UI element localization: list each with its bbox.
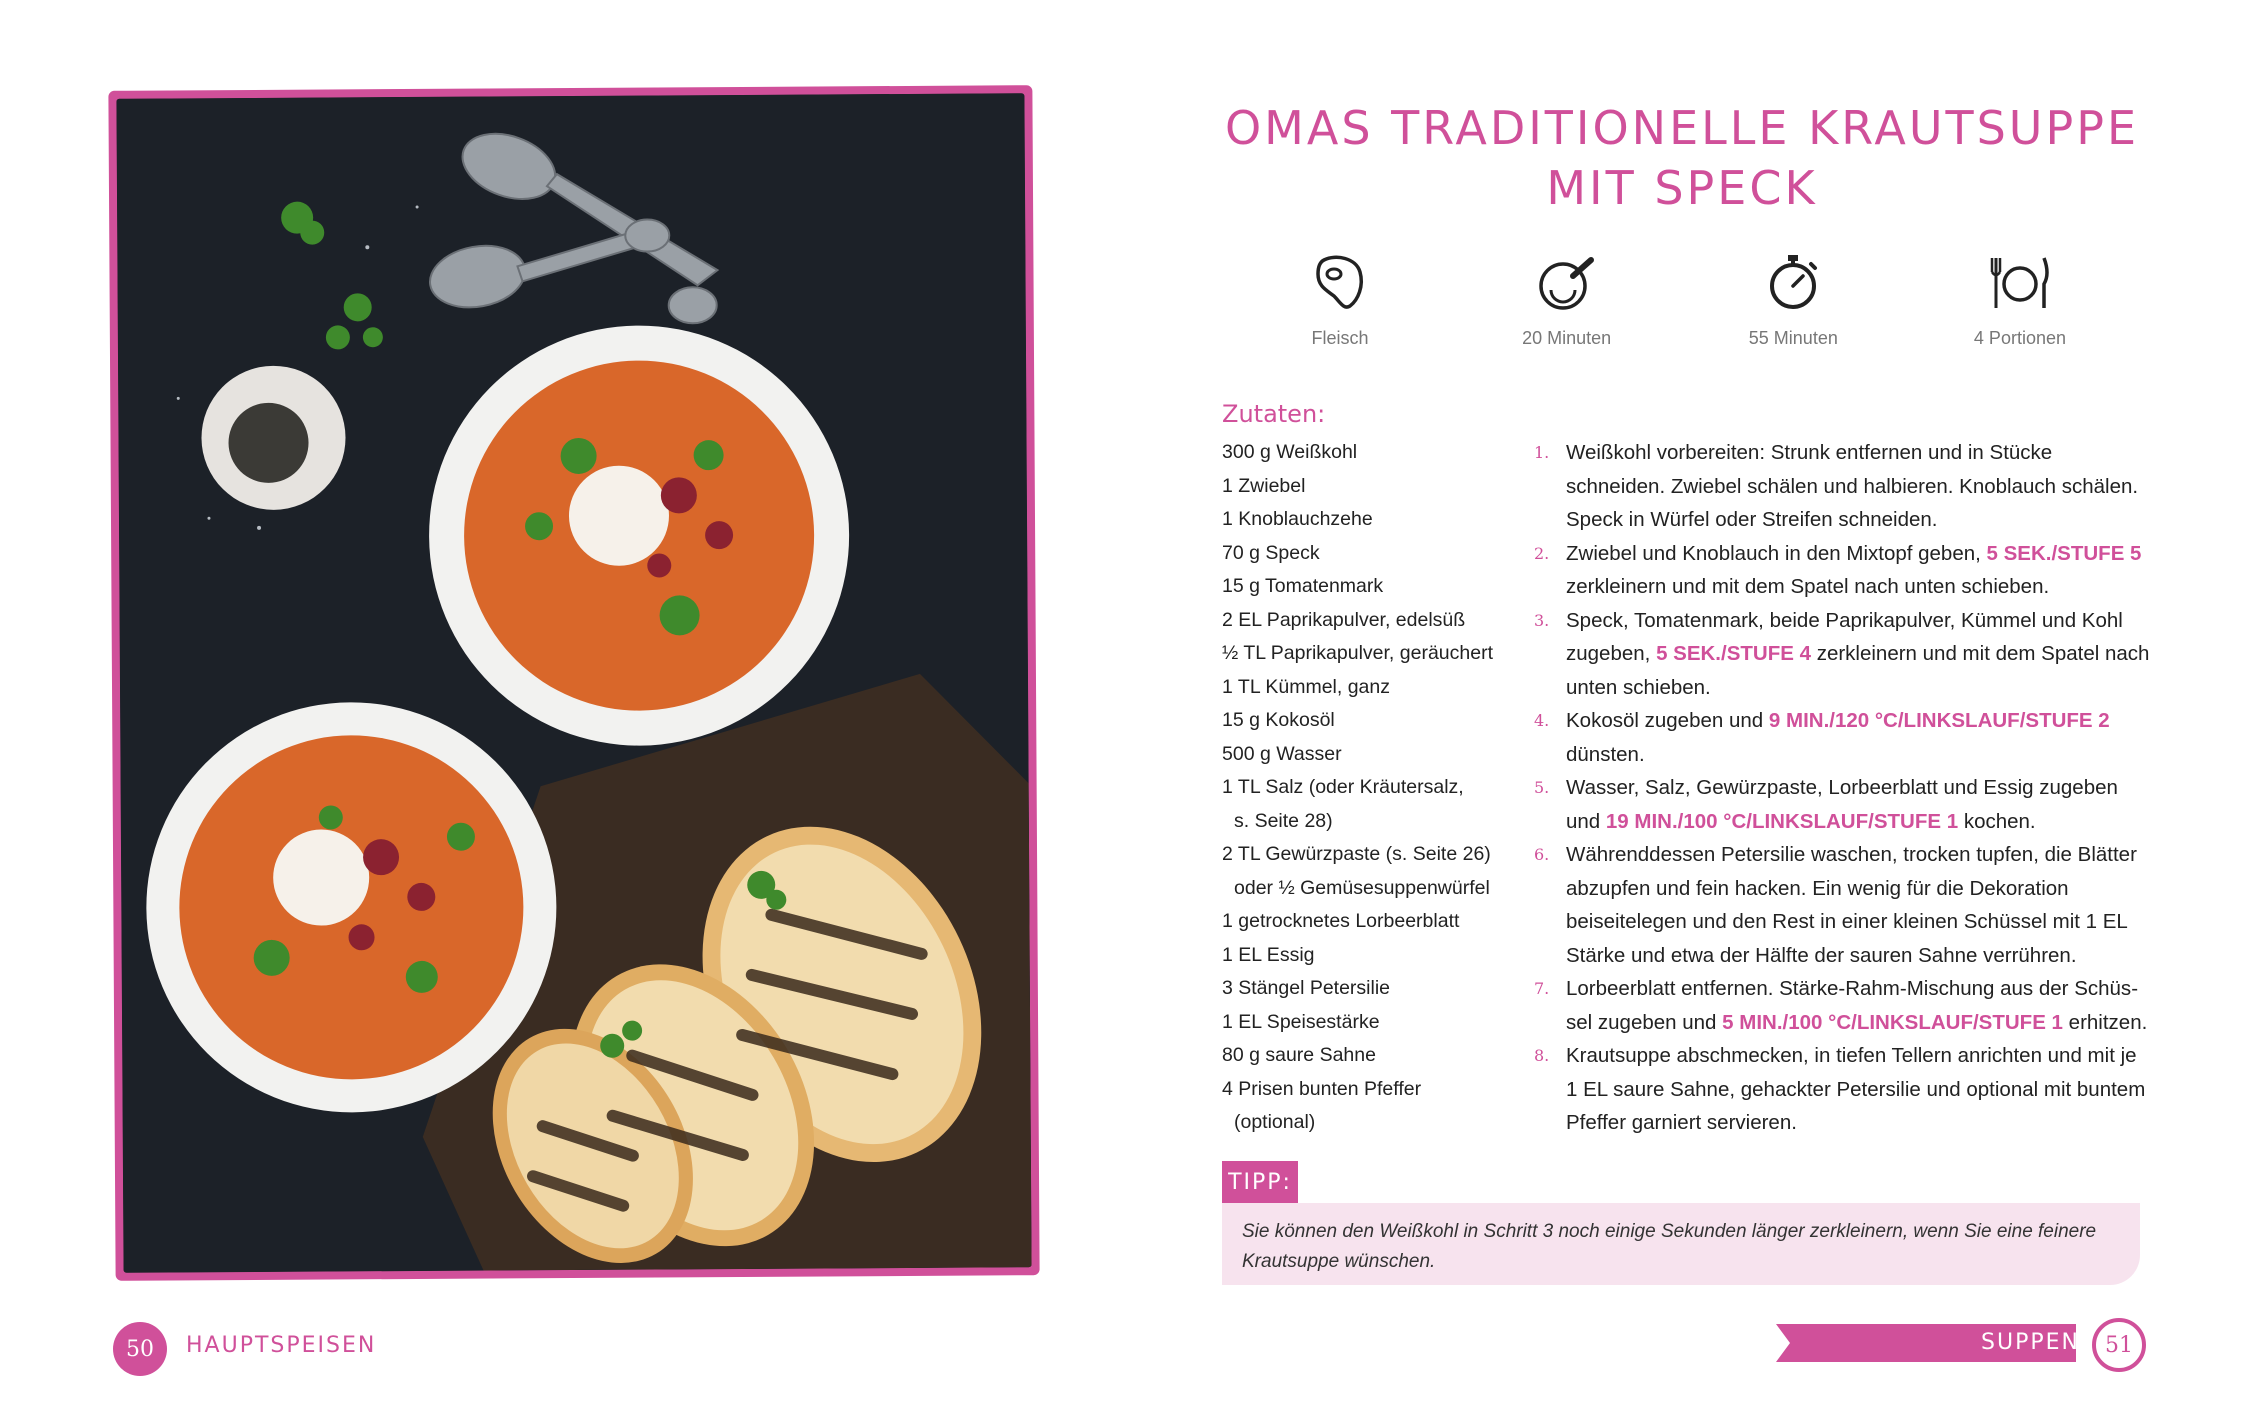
step-text: Lorbeerblatt entfernen. Stärke-Rahm-Mischung aus der Schüssel zugeben und [1566, 977, 2139, 1034]
ingredient-item: ½ TL Paprikapulver, geräuchert [1222, 642, 1493, 664]
meat-icon [1310, 250, 1370, 314]
step-text-after: zerkleinern und mit dem Spatel nach unten schieben. [1566, 575, 2050, 598]
step-text: Wasser, Salz, Gewürzpaste, Lorbeerblatt und Essig zugeben und [1566, 776, 2118, 833]
ingredient-item: 15 g Kokosöl [1222, 709, 1335, 731]
stopwatch-icon [1763, 250, 1823, 314]
meta-servings-label: 4 Portionen [1973, 328, 2066, 348]
meta-prep-time-label: 20 Minuten [1522, 328, 1612, 348]
step-number: 6. [1534, 845, 1550, 864]
soup-illustration [116, 93, 1031, 1273]
pan-icon [1537, 250, 1597, 314]
ingredient-item: 1 EL Essig [1222, 943, 1315, 966]
recipe-photo [116, 93, 1031, 1273]
ingredient-item: 1 Zwiebel [1222, 474, 1306, 497]
step-number: 1. [1534, 443, 1550, 462]
meta-prep-time [1467, 250, 1667, 349]
step-text: Speck, Tomatenmark, beide Paprikapulver, Kümmel und Kohl zugeben, [1566, 608, 2123, 665]
cutlery-icon [1990, 250, 2050, 314]
meta-category-label: Fleisch [1311, 328, 1369, 348]
recipe-title [1222, 98, 2142, 218]
ingredient-item-continued: oder ½ Gemüsesuppenwürfel [1234, 876, 1490, 899]
instruction-step [1530, 771, 2150, 838]
page-number-right: 51 [2092, 1318, 2146, 1372]
step-text-after: dünsten. [1566, 742, 1645, 766]
tip-label: TIPP: [1222, 1161, 1298, 1203]
step-setting: 5 SEK./STUFE 5 [1986, 541, 2142, 565]
step-number: 8. [1534, 1046, 1550, 1065]
step-number: 2. [1534, 543, 1550, 563]
section-label-left: HAUPTSPEISEN [186, 1333, 377, 1358]
instruction-step [1530, 838, 2150, 972]
ingredient-item: 1 TL Salz (oder Kräutersalz, [1222, 776, 1464, 798]
ingredient-item: 1 EL Speisestärke [1222, 1010, 1380, 1033]
ingredient-item: 4 Prisen bunten Pfeffer [1222, 1077, 1422, 1100]
step-text: Währenddessen Petersilie waschen, trocken tupfen, die Blätter abzupfen und fein hacken. Ein wenig für die Dekoration beiseitelegen und den Rest in einer kleinen Schüssel mit 1 EL Stärke und etwa der Hälfte der sauren Sahne verrühren. [1566, 843, 2137, 967]
ingredient-item: 70 g Speck [1222, 541, 1320, 564]
step-text-after: kochen. [1958, 809, 2036, 833]
page-number-left: 50 [113, 1322, 167, 1376]
ingredient-item: 300 g Weißkohl [1222, 441, 1358, 463]
meta-total-time-label: 55 Minuten [1748, 328, 1838, 348]
ingredient-list [1222, 436, 1522, 1140]
recipe-meta-row [1240, 250, 2120, 349]
section-label-right: SUPPEN [1981, 1330, 2080, 1355]
step-text: Krautsuppe abschmecken, in tiefen Tellern anrichten und mit je 1 EL saure Sahne, gehackter Petersilie und optional mit buntem Pfeffer garniert servieren. [1566, 1044, 2146, 1134]
meta-category [1240, 250, 1440, 349]
instruction-step [1530, 604, 2150, 705]
instruction-step [1530, 537, 2150, 604]
instruction-list [1530, 436, 2150, 1140]
tip-box [1222, 1203, 2140, 1285]
ingredient-item: 2 EL Paprikapulver, edelsüß [1222, 608, 1466, 631]
ingredient-item: 80 g saure Sahne [1222, 1044, 1376, 1066]
tip-text: Sie können den Weißkohl in Schritt 3 noch einige Sekunden länger zerkleinern, wenn Sie eine feinere Krautsuppe wünschen. [1242, 1221, 2097, 1272]
step-text-after: erhitzen. [2062, 1010, 2148, 1034]
ingredient-item: 1 getrocknetes Lorbeerblatt [1222, 910, 1460, 932]
step-text: Zwiebel und Knoblauch in den Mixtopf geben, [1566, 541, 1987, 565]
meta-servings [1920, 250, 2120, 349]
ingredient-item: 2 TL Gewürzpaste (s. Seite 26) [1222, 843, 1491, 865]
recipe-title-line2: MIT SPECK [1546, 161, 1818, 215]
ingredient-item: 1 Knoblauchzehe [1222, 508, 1373, 530]
ingredient-item: 500 g Wasser [1222, 742, 1342, 765]
instruction-step [1530, 972, 2150, 1039]
ingredient-item: 3 Stängel Petersilie [1222, 977, 1391, 999]
step-setting: 5 SEK./STUFE 4 [1656, 642, 1811, 665]
meta-total-time [1693, 250, 1893, 349]
step-number: 4. [1534, 711, 1550, 730]
instruction-step [1530, 1039, 2150, 1140]
step-number: 3. [1534, 610, 1550, 630]
step-text: Weißkohl vorbereiten: Strunk entfernen und in Stücke schneiden. Zwiebel schälen und halbieren. Knoblauch schälen. Speck in Würfel oder Streifen schneiden. [1566, 441, 2139, 531]
step-setting: 9 MIN./120 °C/LINKSLAUF/STUFE 2 [1768, 709, 2110, 732]
ingredient-item: 1 TL Kümmel, ganz [1222, 675, 1390, 698]
step-setting: 5 MIN./100 °C/LINKSLAUF/STUFE 1 [1722, 1010, 2063, 1034]
ingredient-item-continued: (optional) [1234, 1111, 1316, 1133]
ingredients-heading: Zutaten: [1222, 400, 1326, 428]
step-text: Kokosöl zugeben und [1566, 709, 1769, 732]
step-number: 7. [1534, 979, 1550, 998]
ingredient-item-continued: s. Seite 28) [1234, 809, 1333, 832]
instruction-step [1530, 704, 2150, 771]
step-setting: 19 MIN./100 °C/LINKSLAUF/STUFE 1 [1605, 809, 1959, 833]
instruction-step [1530, 436, 2150, 537]
step-text-after: zerkleinern und mit dem Spatel nach unten schieben. [1566, 642, 2150, 699]
ingredient-item: 15 g Tomatenmark [1222, 575, 1384, 597]
recipe-photo-frame [108, 85, 1039, 1281]
recipe-title-line1: OMAS TRADITIONELLE KRAUTSUPPE [1224, 101, 2140, 155]
step-number: 5. [1534, 778, 1550, 797]
